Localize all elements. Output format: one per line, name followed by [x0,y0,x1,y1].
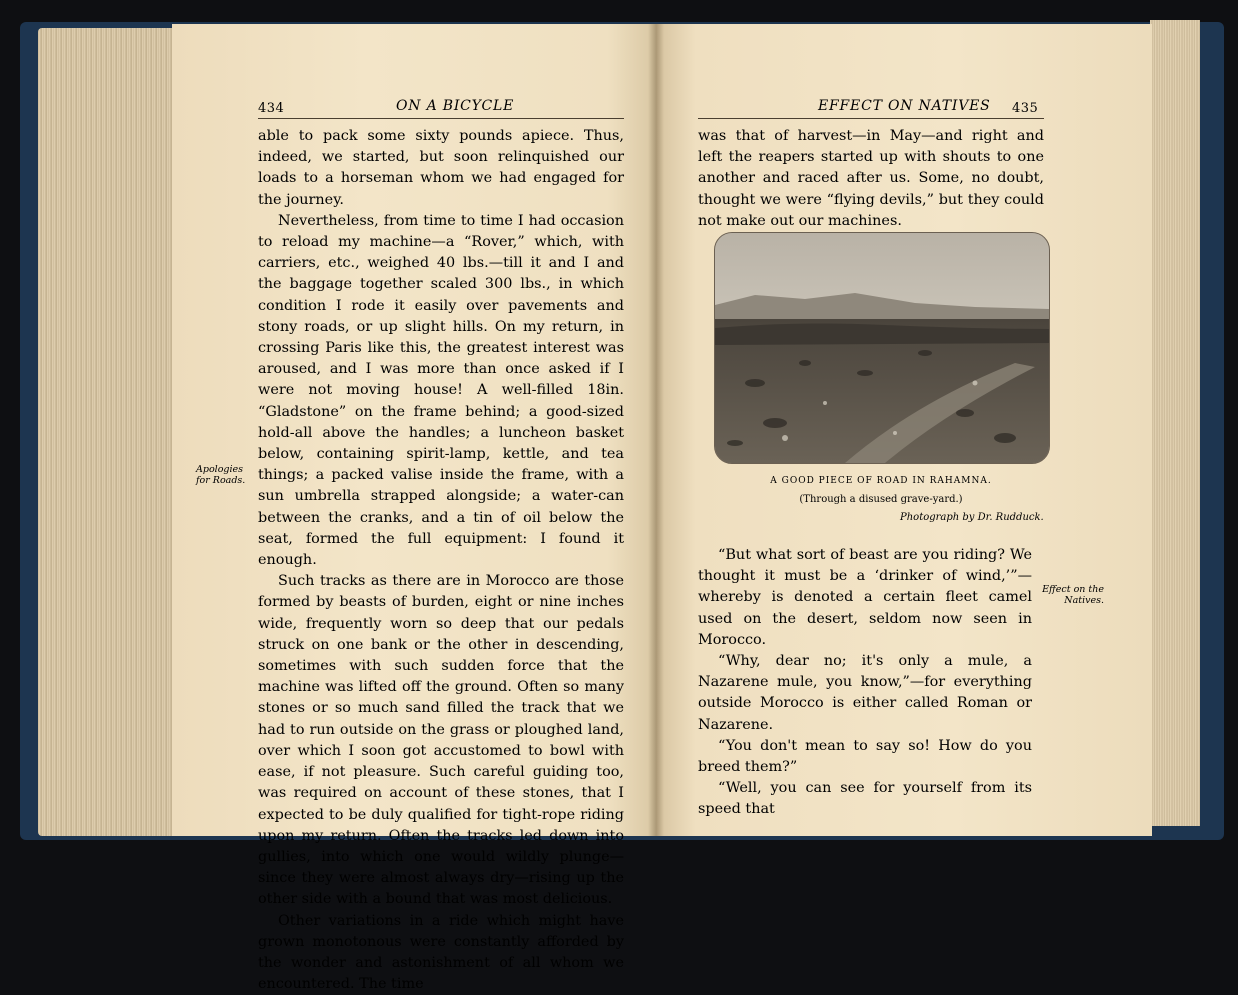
left-header-rule [258,118,624,119]
right-running-head: EFFECT ON NATIVES [818,98,991,114]
left-paragraph-2: Nevertheless, from time to time I had occasion to reload my machine—a “Rover,” which, with carriers, etc., weighed 40 lbs.—till it and I and the baggage together scaled 300 lbs., in which condition I rode it easily over pavements and stony roads, or up slight hills. On my return, in crossing Paris like this, the greatest interest was aroused, and I was more than once asked if I were not moving house! A well-filled 18in. “Gladstone” on the frame behind; a good-sized hold-all above the handles; a luncheon basket below, containing spirit-lamp, kettle, and tea things; a packed valise inside the frame, with a sun umbrella strapped alongside; a water-can between the cranks, and a tin of oil below the seat, formed the full equipment: I found it enough. [258,212,624,569]
right-side-note: Effect on the Natives. [1042,584,1104,606]
page-edges-left [38,28,178,836]
photo-caption: A GOOD PIECE OF ROAD IN RAHAMNA. [770,476,992,486]
left-side-note: Apologies for Roads. [196,464,246,486]
right-page-number: 435 [1012,101,1039,116]
book-gutter [648,24,664,836]
left-paragraph-4: Other variations in a ride which might have grown monotonous were constantly afforded by the wonder and astonishment of all whom we encountered. The time [258,912,624,993]
right-paragraph-4: “Well, you can see for yourself from its speed that [698,780,1032,818]
left-body-text [258,126,624,995]
photo-subcaption: (Through a disused grave-yard.) [799,494,963,505]
photo-landscape [715,233,1049,463]
left-paragraph-1: able to pack some sixty pounds apiece. Thus, indeed, we started, but soon relinquished our loads to a horseman whom we had engaged for the journey. [258,128,624,208]
left-page-number: 434 [258,101,285,116]
right-paragraph-2: “Why, dear no; it's only a mule, a Nazarene mule, you know,”—for everything outside Morocco is either called Roman or Nazarene. [698,653,1032,733]
right-paragraph-3: “You don't mean to say so! How do you breed them?” [698,737,1032,776]
road-photograph [714,232,1050,464]
right-paragraph-1: “But what sort of beast are you riding? We thought it must be a ‘drinker of wind,’”—whereby is denoted a certain fleet camel used on the desert, seldom now seen in Morocco. [698,547,1032,648]
right-paragraph-opening: was that of harvest—in May—and right and left the reapers started up with shouts to one another and raced after us. Some, no doubt, thought we were “flying devils,” but they could not make out our machines. [698,128,1044,229]
right-body-top [698,126,1044,232]
photo-credit: Photograph by Dr. Rudduck. [900,512,1044,523]
left-running-head: ON A BICYCLE [396,98,515,114]
page-edges-right [1150,20,1200,826]
right-body-bottom [698,545,1032,821]
right-header-rule [698,118,1044,119]
left-paragraph-3: Such tracks as there are in Morocco are those formed by beasts of burden, eight or nine inches wide, frequently worn so deep that our pedals struck on one bank or the other in descending, sometimes with such sudden force that the machine was lifted off the ground. Often so many stones or so much sand filled the track that we had to run outside on the grass or ploughed land, over which I soon got accustomed to bowl with ease, if not pleasure. Such careful guiding too, was required on account of these stones, that I expected to be duly qualified for tight-rope riding upon my return. Often the tracks led down into gullies, into which one would wildly plunge—since they were almost always dry—rising up the other side with a bound that was most delicious. [258,573,624,908]
